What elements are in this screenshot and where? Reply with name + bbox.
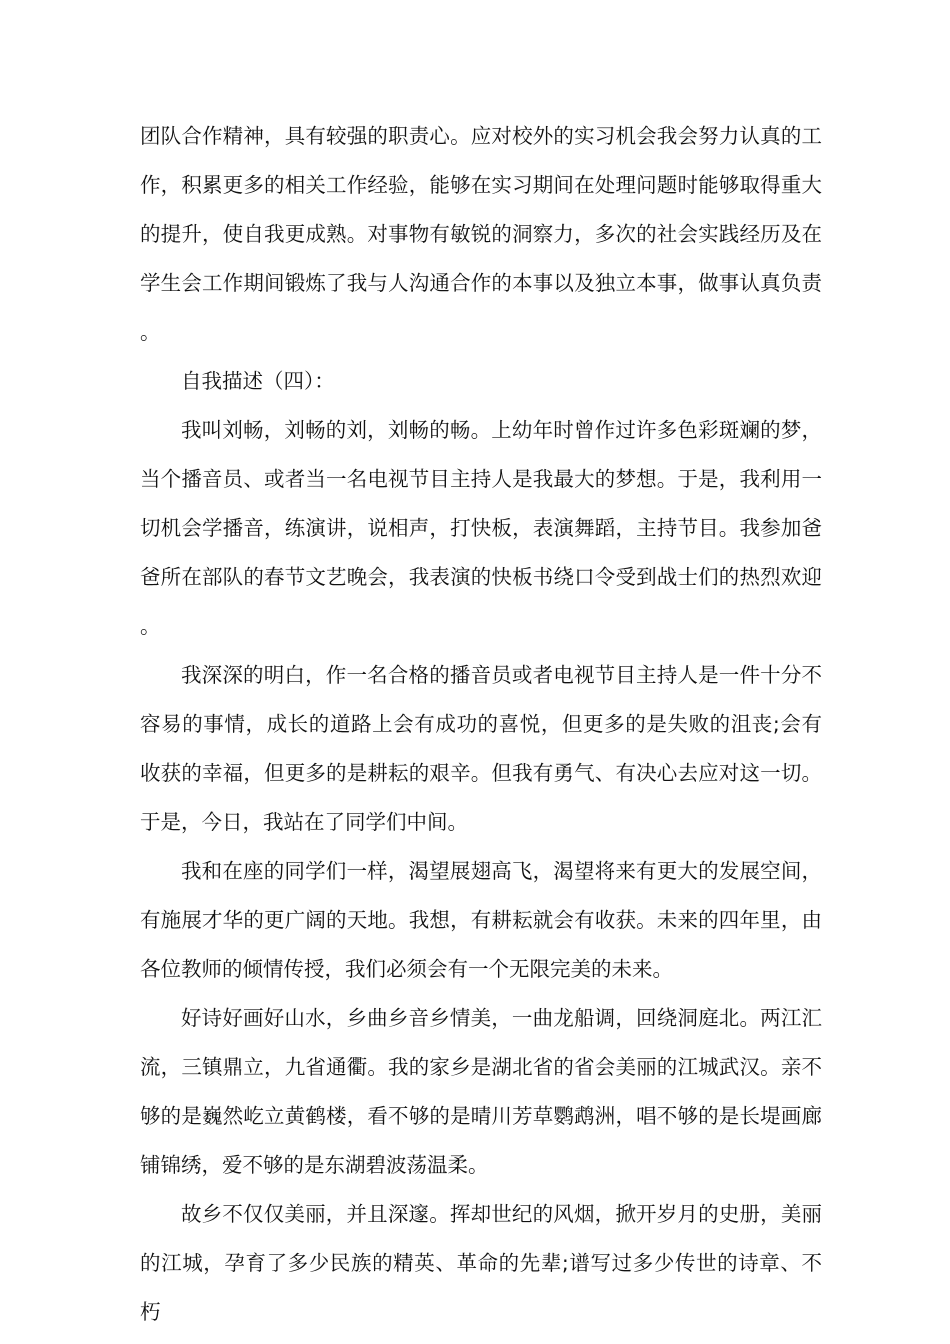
paragraph: 我和在座的同学们一样，渴望展翅高飞，渴望将来有更大的发展空间，有施展才华的更广阔的天地。我想，有耕耘就会有收获。未来的四年里，由各位教师的倾情传授，我们必须会有一个无限完美的未来。 [140, 859, 822, 981]
document-body [140, 112, 822, 1337]
paragraph: 好诗好画好山水，乡曲乡音乡情美，一曲龙船调，回绕洞庭北。两江汇流，三镇鼎立，九省通衢。我的家乡是湖北省的省会美丽的江城武汉。亲不够的是巍然屹立黄鹤楼，看不够的是晴川芳草鹦鹉洲，唱不够的是长堤画廊铺锦绣，爱不够的是东湖碧波荡温柔。 [140, 1006, 822, 1177]
paragraph: 我叫刘畅，刘畅的刘，刘畅的畅。上幼年时曾作过许多色彩斑斓的梦，当个播音员、或者当一名电视节目主持人是我最大的梦想。于是，我利用一切机会学播音，练演讲，说相声，打快板，表演舞蹈，主持节目。我参加爸爸所在部队的春节文艺晚会，我表演的快板书绕口令受到战士们的热烈欢迎。 [140, 418, 822, 638]
section-heading: 自我描述（四）： [181, 369, 335, 393]
paragraph: 故乡不仅仅美丽，并且深邃。挥却世纪的风烟，掀开岁月的史册，美丽的江城，孕育了多少民族的精英、革命的先辈;谱写过多少传世的诗章、不朽 [140, 1202, 822, 1324]
paragraph-continuation: 团队合作精神，具有较强的职责心。应对校外的实习机会我会努力认真的工作，积累更多的相关工作经验，能够在实习期间在处理问题时能够取得重大的提升，使自我更成熟。对事物有敏锐的洞察力，多次的社会实践经历及在学生会工作期间锻炼了我与人沟通合作的本事以及独立本事，做事认真负责。 [140, 124, 822, 344]
paragraph: 我深深的明白，作一名合格的播音员或者电视节目主持人是一件十分不容易的事情，成长的道路上会有成功的喜悦，但更多的是失败的沮丧;会有收获的幸福，但更多的是耕耘的艰辛。但我有勇气、有决心去应对这一切。于是，今日，我站在了同学们中间。 [140, 663, 822, 834]
